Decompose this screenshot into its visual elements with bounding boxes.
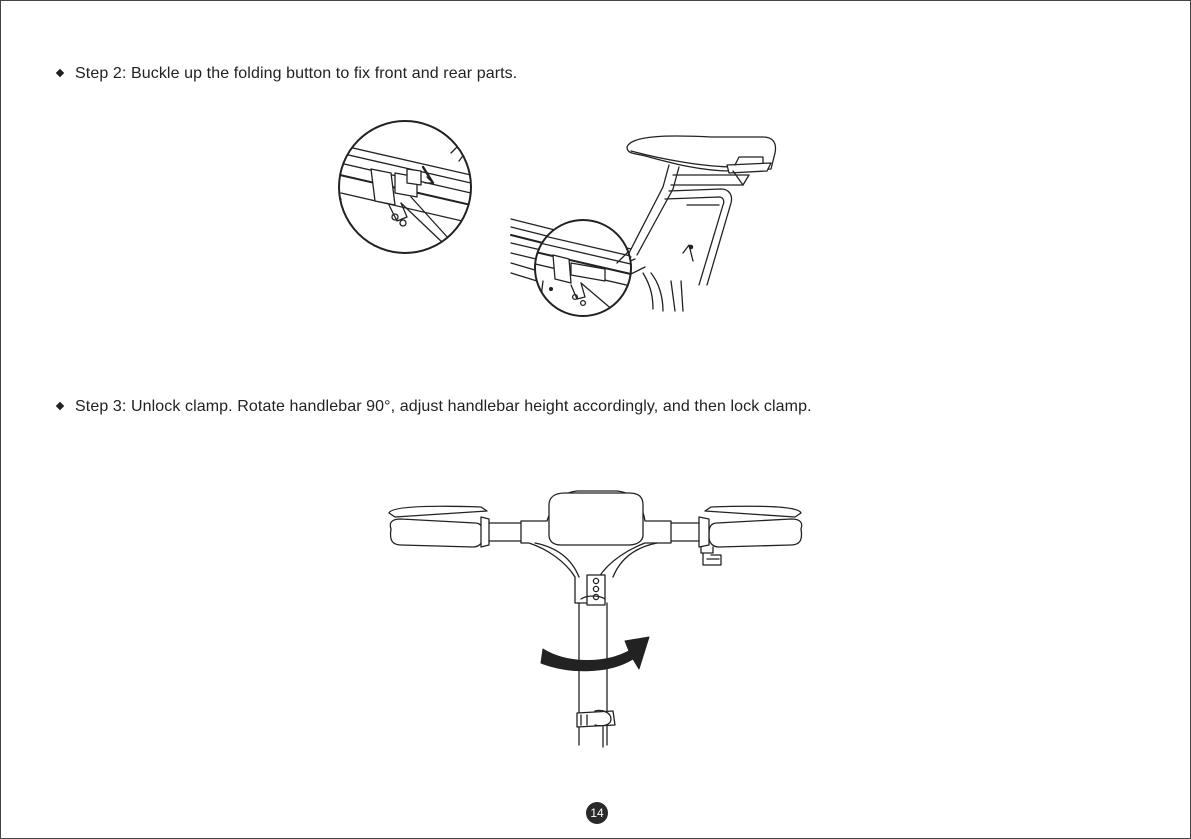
diamond-bullet-icon	[56, 69, 64, 77]
page-number-badge: 14	[586, 802, 608, 824]
folding-button-closeup	[331, 121, 471, 253]
step-3-illustration	[381, 483, 811, 749]
step-2-instruction	[57, 64, 517, 84]
step-3-text: Step 3: Unlock clamp. Rotate handlebar 90°, adjust handlebar height accordingly, and then lock clamp.	[75, 398, 812, 415]
step-2-illustration	[331, 113, 791, 325]
folding-button-location	[531, 220, 635, 317]
step-3-instruction	[57, 397, 812, 417]
step-2-text: Step 2: Buckle up the folding button to fix front and rear parts.	[75, 65, 518, 82]
handlebar-drawing	[389, 491, 802, 747]
curved-arrow-icon	[541, 637, 649, 671]
diamond-bullet-icon	[56, 402, 64, 410]
